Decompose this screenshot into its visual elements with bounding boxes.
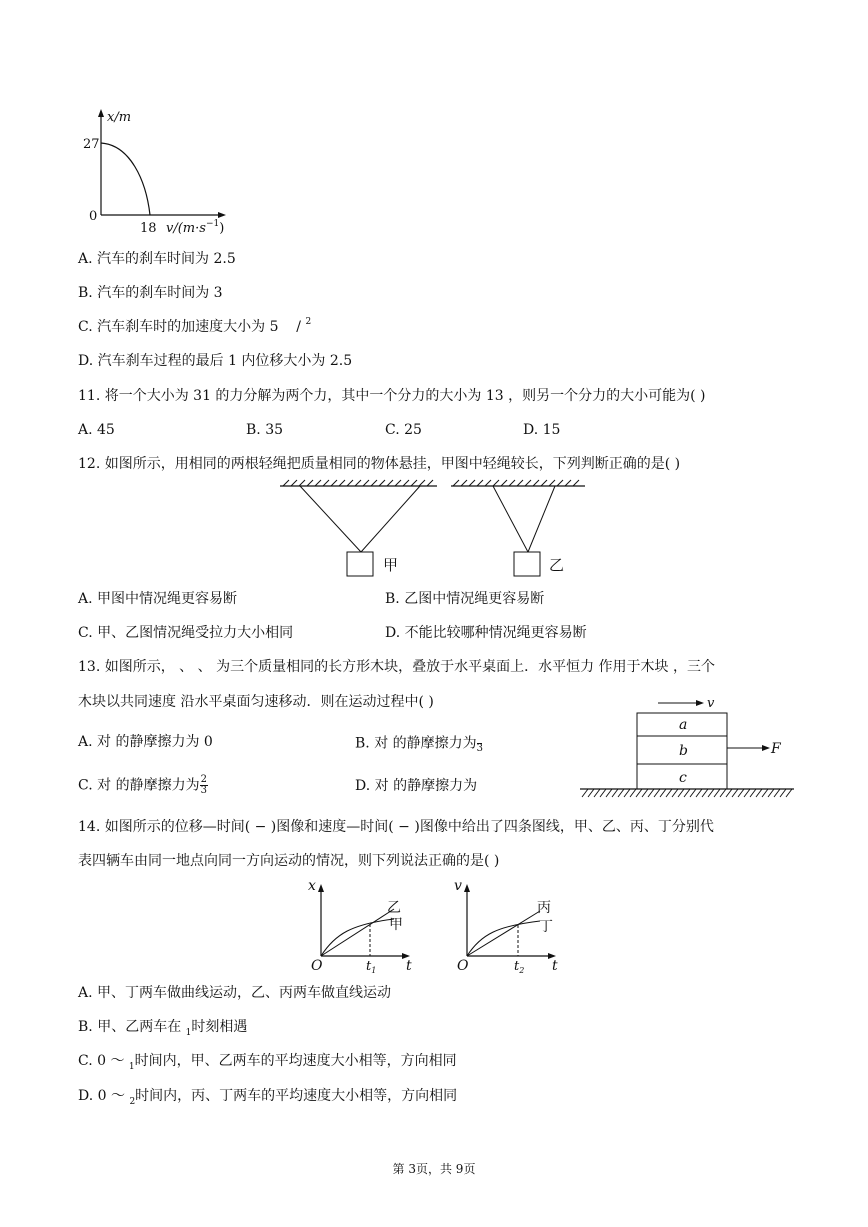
q13-option-a: A. 对 的静摩擦力为 0 (78, 734, 213, 750)
q14-vt-t2: t (514, 959, 520, 974)
q14-xt-t1: t (366, 959, 372, 974)
q13-fig-v: v (707, 696, 715, 711)
q14-option-d: D. 0 ～ $_2$时间内，丙、丁两车的平均速度大小相等，方向相同 (78, 1088, 458, 1107)
q11-option-d: D. 15 (523, 422, 561, 438)
q13-option-b (355, 733, 483, 754)
q14-vt-origin: O (457, 958, 469, 974)
q13-option-b-text: B. 对 的静摩擦力为 (355, 735, 477, 752)
q13-option-d: D. 对 的静摩擦力为 (355, 778, 478, 794)
q14-vt-label-bing: 丙 (537, 900, 551, 916)
xv-origin: 0 (89, 209, 98, 224)
q14-vt-t2-sub: 2 (519, 966, 525, 975)
xv-x-tick: 18 (140, 221, 157, 236)
q12-figure (275, 478, 585, 583)
q11-option-a: A. 45 (78, 422, 115, 438)
page-footer: 第 3页，共 9页 (392, 1162, 476, 1176)
q13-fig-b: b (679, 743, 688, 759)
q12-stem: 12. 如图所示，用相同的两根轻绳把质量相同的物体悬挂，甲图中轻绳较长，下列判断正确的是( ) (78, 456, 681, 472)
q12-option-b: B. 乙图中情况绳更容易断 (385, 591, 545, 607)
q13-fig-c: c (679, 770, 687, 786)
q12-label-yi: 乙 (549, 556, 565, 574)
q13-figure (578, 693, 798, 805)
q11-option-c: C. 25 (385, 422, 422, 438)
q14-option-a: A. 甲、丁两车做曲线运动，乙、丙两车做直线运动 (78, 985, 392, 1001)
q10-option-c-exp: 2 (305, 317, 312, 327)
q14-option-b: B. 甲、乙两车在 $_1$时刻相遇 (78, 1019, 248, 1038)
xv-graph (80, 105, 240, 235)
q13-option-c (78, 775, 208, 796)
xv-x-label: v/(m·s (166, 221, 206, 236)
q14-xt-y-label: x (308, 878, 316, 894)
q14-vt-x-label: t (552, 958, 558, 974)
q13-stem-line2: 木块以共同速度 沿水平桌面匀速移动．则在运动过程中( ) (78, 694, 434, 710)
q10-option-c-unit: / (296, 319, 302, 335)
xv-x-label-end: ) (219, 221, 225, 236)
q10-option-d: D. 汽车刹车过程的最后 1 内位移大小为 2.5 (78, 353, 353, 369)
q13-option-b-fraction: 3 (477, 733, 483, 754)
q12-option-d: D. 不能比较哪种情况绳更容易断 (385, 625, 587, 641)
q12-option-a: A. 甲图中情况绳更容易断 (78, 591, 238, 607)
svg-text:v/(m·s−1) (166, 219, 224, 236)
q14-option-c: C. 0 ～ $_1$时间内，甲、乙两车的平均速度大小相等，方向相同 (78, 1053, 457, 1072)
q14-vt-y-label: v (454, 878, 462, 894)
q14-xt-origin: O (311, 958, 323, 974)
q14-xt-graph (300, 876, 430, 976)
q13-fig-a: a (679, 717, 688, 733)
q10-option-c-text: C. 汽车刹车时的加速度大小为 5 (78, 319, 279, 335)
q13-stem-line1: 13. 如图所示， 、 、 为三个质量相同的长方形木块，叠放于水平桌面上．水平恒力 作用于木块 ，三个 (78, 659, 715, 675)
q14-vt-graph (446, 876, 576, 976)
xv-x-label-exp: −1 (205, 219, 220, 229)
q12-label-jia: 甲 (383, 556, 399, 574)
q14-stem-line1: 14. 如图所示的位移—时间( − )图像和速度—时间( − )图像中给出了四条图线，甲、乙、丙、丁分别代 (78, 819, 714, 835)
q13-option-c-text: C. 对 的静摩擦力为 (78, 777, 200, 794)
q14-xt-t1-sub: 1 (371, 966, 377, 975)
svg-text:t2 (514, 959, 524, 975)
q14-xt-x-label: t (406, 958, 412, 974)
q10-option-b: B. 汽车的刹车时间为 3 (78, 285, 223, 301)
q14-xt-label-jia: 甲 (389, 917, 403, 933)
xv-y-label: x/m (107, 110, 132, 125)
q14-stem-line2: 表四辆车由同一地点向同一方向运动的情况，则下列说法正确的是( ) (78, 853, 500, 869)
q13-fig-f: F (771, 741, 781, 757)
q14-xt-label-yi: 乙 (387, 900, 401, 916)
q10-option-c (78, 318, 311, 338)
svg-text:t1 (366, 959, 376, 975)
q11-option-b: B. 35 (246, 422, 284, 438)
xv-y-tick: 27 (83, 137, 100, 152)
q13-option-c-fraction: $\frac{2}{3}$ (200, 774, 207, 796)
q12-option-c: C. 甲、乙图情况绳受拉力大小相同 (78, 625, 294, 641)
q11-stem: 11. 将一个大小为 31 的力分解为两个力，其中一个分力的大小为 13 ，则另一个分力的大小可能为( ) (78, 388, 706, 404)
q10-option-a: A. 汽车的刹车时间为 2.5 (78, 251, 236, 267)
q14-vt-label-ding: 丁 (539, 919, 553, 935)
